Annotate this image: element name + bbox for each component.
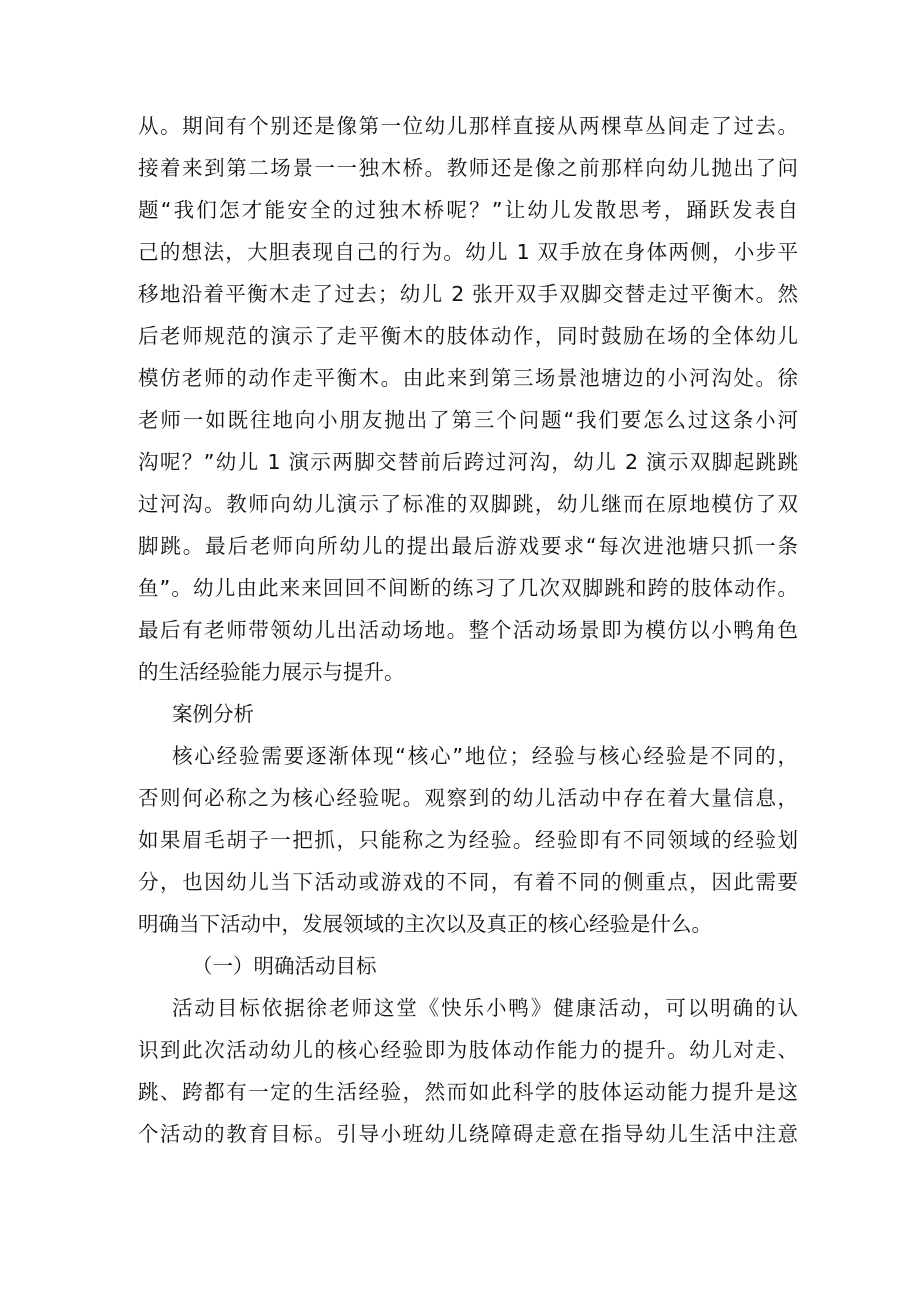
- paragraph-1-line-14: 的生活经验能力展示与提升。: [138, 660, 405, 684]
- section-heading-activity-goal: （一）明确活动目标: [192, 954, 377, 978]
- paragraph-3-line-3: 跳、跨都有一定的生活经验，然而如此科学的肢体运动能力提升是这: [138, 1080, 798, 1104]
- paragraph-3-line-4: 个活动的教育目标。引导小班幼儿绕障碍走意在指导幼儿生活中注意: [138, 1122, 798, 1146]
- document-body: [138, 105, 798, 1155]
- paragraph-1-line-5: 移地沿着平衡木走了过去；幼儿 2 张开双手双脚交替走过平衡木。然: [138, 282, 798, 306]
- paragraph-1-line-7: 模仿老师的动作走平衡木。由此来到第三场景池塘边的小河沟处。徐: [138, 366, 798, 390]
- paragraph-3-line-1: 活动目标依据徐老师这堂《快乐小鸭》健康活动，可以明确的认: [172, 996, 798, 1020]
- paragraph-2-line-4: 分，也因幼儿当下活动或游戏的不同，有着不同的侧重点，因此需要: [138, 870, 798, 894]
- paragraph-1-line-1: 从。期间有个别还是像第一位幼儿那样直接从两棵草丛间走了过去。: [138, 114, 798, 138]
- paragraph-1-line-9: 沟呢？”幼儿 1 演示两脚交替前后跨过河沟，幼儿 2 演示双脚起跳跳: [138, 450, 798, 474]
- paragraph-1-line-11: 脚跳。最后老师向所幼儿的提出最后游戏要求“每次进池塘只抓一条: [138, 534, 798, 558]
- paragraph-1-line-13: 最后有老师带领幼儿出活动场地。整个活动场景即为模仿以小鸭角色: [138, 618, 798, 642]
- paragraph-2-line-2: 否则何必称之为核心经验呢。观察到的幼儿活动中存在着大量信息，: [138, 786, 798, 810]
- paragraph-1-line-2: 接着来到第二场景一一独木桥。教师还是像之前那样向幼儿抛出了问: [138, 156, 798, 180]
- paragraph-2-line-1: 核心经验需要逐渐体现“核心”地位；经验与核心经验是不同的，: [172, 744, 798, 768]
- paragraph-1-line-6: 后老师规范的演示了走平衡木的肢体动作，同时鼓励在场的全体幼儿: [138, 324, 798, 348]
- paragraph-2-line-3: 如果眉毛胡子一把抓，只能称之为经验。经验即有不同领域的经验划: [138, 828, 798, 852]
- paragraph-1-line-8: 老师一如既往地向小朋友抛出了第三个问题“我们要怎么过这条小河: [138, 408, 798, 432]
- paragraph-1-line-12: 鱼”。幼儿由此来来回回不间断的练习了几次双脚跳和跨的肢体动作。: [138, 576, 798, 600]
- section-heading-case-analysis: 案例分析: [172, 702, 254, 726]
- paragraph-2-line-5: 明确当下活动中，发展领域的主次以及真正的核心经验是什么。: [138, 912, 712, 936]
- paragraph-1-line-4: 己的想法，大胆表现自己的行为。幼儿 1 双手放在身体两侧，小步平: [138, 240, 798, 264]
- paragraph-3-line-2: 识到此次活动幼儿的核心经验即为肢体动作能力的提升。幼儿对走、: [138, 1038, 798, 1062]
- paragraph-1-line-10: 过河沟。教师向幼儿演示了标准的双脚跳，幼儿继而在原地模仿了双: [138, 492, 798, 516]
- paragraph-1-line-3: 题“我们怎才能安全的过独木桥呢？”让幼儿发散思考，踊跃发表自: [138, 198, 798, 222]
